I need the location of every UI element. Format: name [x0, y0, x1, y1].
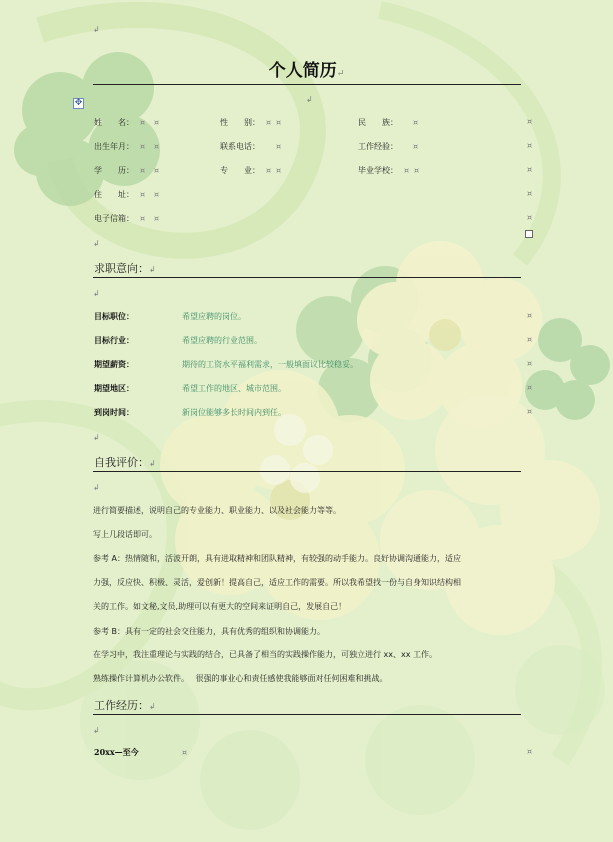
self-eval-line: 关的工作。如文秘,文员,助理可以有更大的空间来证明自己，发展自己！	[93, 602, 347, 611]
paragraph-mark: ↲	[306, 95, 313, 104]
self-eval-line: 写上几段话即可。	[93, 530, 157, 539]
cell-mark: ¤	[182, 748, 188, 757]
major-label: 专 业：	[220, 166, 260, 175]
paragraph-mark: ↲	[93, 433, 100, 442]
start-time-label: 到岗时间：	[94, 408, 134, 417]
target-industry-value: 希望应聘的行业范围。	[182, 336, 262, 345]
self-eval-heading	[94, 454, 156, 470]
title-divider	[93, 84, 521, 85]
row-end-mark: ¤	[527, 141, 533, 150]
cell-mark: ¤	[154, 166, 160, 175]
row-end-mark: ¤	[527, 359, 533, 368]
work-exp-heading-text: 工作经历：	[94, 699, 149, 712]
row-end-mark: ¤	[527, 165, 533, 174]
cell-mark: ¤	[140, 190, 146, 199]
expected-salary-label: 期望薪资：	[94, 360, 134, 369]
work-period: 20xx—至今	[94, 747, 139, 757]
row-end-mark: ¤	[527, 335, 533, 344]
target-position-label: 目标职位：	[94, 312, 134, 321]
cell-mark: ¤	[140, 118, 146, 127]
self-eval-line: 在学习中，我注重理论与实践的结合，已具备了相当的实践操作能力，可独立进行 xx、xx 工作。	[93, 650, 438, 659]
paragraph-mark: ↲	[93, 25, 100, 34]
paragraph-mark: ↲	[149, 459, 156, 468]
cell-mark: ¤	[414, 166, 420, 175]
cell-mark: ¤	[140, 214, 146, 223]
row-end-mark: ¤	[527, 117, 533, 126]
experience-label: 工作经验：	[358, 142, 398, 151]
paragraph-mark: ↲	[93, 239, 100, 248]
row-end-mark: ¤	[527, 383, 533, 392]
cell-mark: ¤	[413, 118, 419, 127]
job-intent-heading-text: 求职意向：	[94, 262, 149, 275]
target-industry-label: 目标行业：	[94, 336, 134, 345]
birth-label: 出生年月：	[94, 142, 134, 151]
cell-mark: ¤	[404, 166, 410, 175]
expected-region-value: 希望工作的地区、城市范围。	[182, 384, 286, 393]
self-eval-line: 参考 B：具有一定的社会交往能力，具有优秀的组织和协调能力。	[93, 627, 326, 636]
education-label: 学 历：	[94, 166, 134, 175]
address-label: 住 址：	[94, 190, 134, 199]
row-end-mark: ¤	[527, 189, 533, 198]
self-eval-line: 进行简要描述，说明自己的专业能力、职业能力、以及社会能力等等。	[93, 506, 341, 515]
cell-mark: ¤	[154, 118, 160, 127]
cell-mark: ¤	[154, 214, 160, 223]
cell-mark: ¤	[140, 142, 146, 151]
work-exp-heading	[94, 697, 156, 713]
work-exp-divider	[93, 714, 521, 715]
cell-mark: ¤	[413, 142, 419, 151]
self-eval-line: 力强，反应快、积极、灵活，爱创新！提高自己，适应工作的需要。所以我希望找一份与自身知识结构相	[93, 578, 461, 587]
expected-salary-value: 期待的工资水平福利需求，一般填面议比较稳妥。	[182, 360, 358, 369]
paragraph-mark: ↲	[93, 289, 100, 298]
phone-label: 联系电话：	[220, 142, 260, 151]
self-eval-divider	[93, 471, 521, 472]
cell-mark: ¤	[154, 190, 160, 199]
row-end-mark: ¤	[527, 407, 533, 416]
cell-mark: ¤	[154, 142, 160, 151]
cell-mark: ¤	[266, 118, 272, 127]
cell-mark: ¤	[140, 166, 146, 175]
expected-region-label: 期望地区：	[94, 384, 134, 393]
page-title	[0, 56, 613, 81]
cell-mark: ¤	[266, 166, 272, 175]
email-label: 电子信箱：	[94, 214, 134, 223]
self-eval-line: 参考 A：热情随和，活波开朗，具有进取精神和团队精神，有较强的动手能力。良好协调沟通能力，适应	[93, 554, 462, 563]
table-resize-handle[interactable]	[525, 230, 533, 238]
job-intent-divider	[93, 277, 521, 278]
row-end-mark: ¤	[527, 311, 533, 320]
title-text: 个人简历	[268, 61, 337, 81]
target-position-value: 希望应聘的岗位。	[182, 312, 246, 321]
start-time-value: 新岗位能够多长时间内到任。	[182, 408, 286, 417]
cell-mark: ¤	[276, 166, 282, 175]
job-intent-heading	[94, 260, 156, 276]
school-label: 毕业学校：	[358, 166, 398, 175]
row-end-mark: ¤	[527, 213, 533, 222]
paragraph-mark: ↲	[93, 726, 100, 735]
paragraph-mark: ↲	[149, 265, 156, 274]
ethnicity-label: 民 族：	[358, 118, 398, 127]
cell-mark: ¤	[276, 142, 282, 151]
cell-mark: ¤	[276, 118, 282, 127]
self-eval-line: 熟练操作计算机办公软件。 很强的事业心和责任感使我能够面对任何困难和挑战。	[93, 674, 388, 683]
self-eval-heading-text: 自我评价：	[94, 456, 149, 469]
row-end-mark: ¤	[527, 747, 533, 756]
paragraph-mark: ↲	[149, 702, 156, 711]
enter-mark: ↵	[336, 69, 345, 79]
name-label: 姓 名：	[94, 118, 134, 127]
paragraph-mark: ↲	[93, 483, 100, 492]
gender-label: 性 别：	[220, 118, 260, 127]
table-move-handle-icon[interactable]: ✥	[74, 98, 83, 108]
